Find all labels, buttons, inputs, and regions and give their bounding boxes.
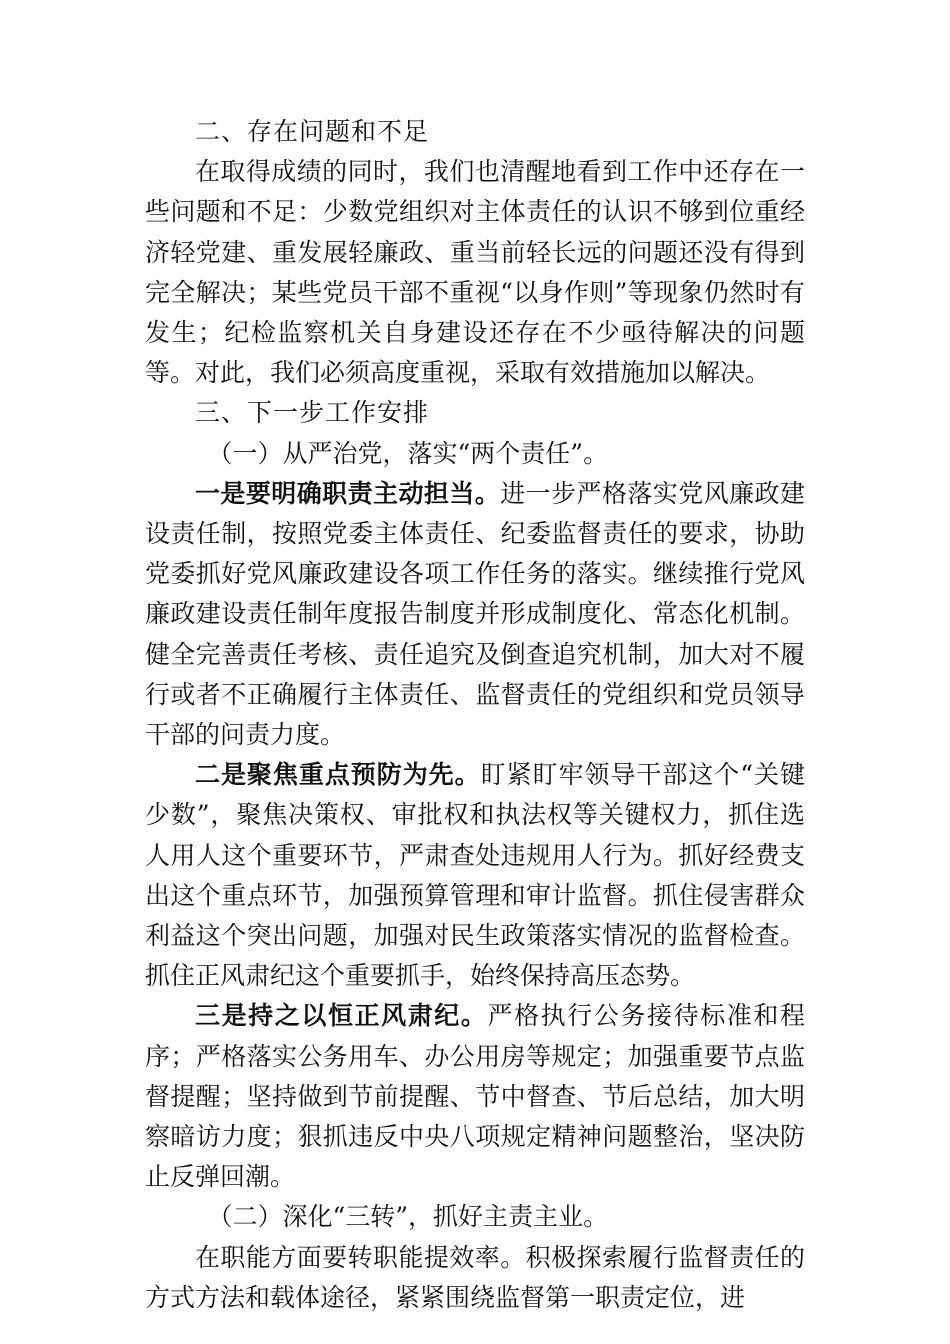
paragraph-problems: 在取得成绩的同时，我们也清醒地看到工作中还存在一些问题和不足：少数党组织对主体责任的认识不够到位重经济轻党建、重发展轻廉政、重当前轻长远的问题还没有得到完全解决；某些党员干部不重视“以身作则”等现象仍然时有发生；纪检监察机关自身建设还存在不少亟待解决的问题等。对此，我们必须高度重视，采取有效措施加以解决。 [145,157,805,388]
item-3-lead: 三是持之以恒正风肃纪。 [195,1001,488,1031]
section-heading-problems: 二、存在问题和不足 [195,117,430,146]
paragraph-item-2 [145,755,805,996]
item-2-lead: 二是聚焦重点预防为先。 [195,760,481,790]
subsection-heading-1: （一）从严治党，落实“两个责任”。 [207,438,609,468]
document-body [145,112,805,1318]
paragraph-item-4: 在职能方面要转职能提效率。积极探索履行监督责任的方式方法和载体途径，紧紧围绕监督第一职责定位，进 [145,1242,805,1312]
subsection-heading-2: （二）深化“三转”，抓好主责主业。 [207,1202,609,1232]
section-heading-plan: 三、下一步工作安排 [195,398,430,428]
paragraph-item-1 [145,474,805,755]
item-2-text: 盯紧盯牢领导干部这个“关键少数”，聚焦决策权、审批权和执法权等关键权力，抓住选人用人这个重要环节，严肃查处违规用人行为。抓好经费支出这个重点环节，加强预算管理和审计监督。抓住侵害群众利益这个突出问题，加强对民生政策落实情况的监督检查。抓住正风肃纪这个重要抓手，始终保持高压态势。 [145,760,805,991]
item-1-text: 进一步严格落实党风廉政建设责任制，按照党委主体责任、纪委监督责任的要求，协助党委抓好党风廉政建设各项工作任务的落实。继续推行党风廉政建设责任制年度报告制度并形成制度化、常态化机制。健全完善责任考核、责任追究及倒查追究机制，加大对不履行或者不正确履行主体责任、监督责任的党组织和党员领导干部的问责力度。 [145,478,805,750]
item-3-text: 严格执行公务接待标准和程序；严格落实公务用车、办公用房等规定；加强重要节点监督提醒；坚持做到节前提醒、节中督查、节后总结，加大明察暗访力度；狠抓违反中央八项规定精神问题整治，坚决防止反弹回潮。 [145,1001,805,1192]
paragraph-item-3 [145,996,805,1197]
item-1-lead: 一是要明确职责主动担当。 [195,478,501,508]
